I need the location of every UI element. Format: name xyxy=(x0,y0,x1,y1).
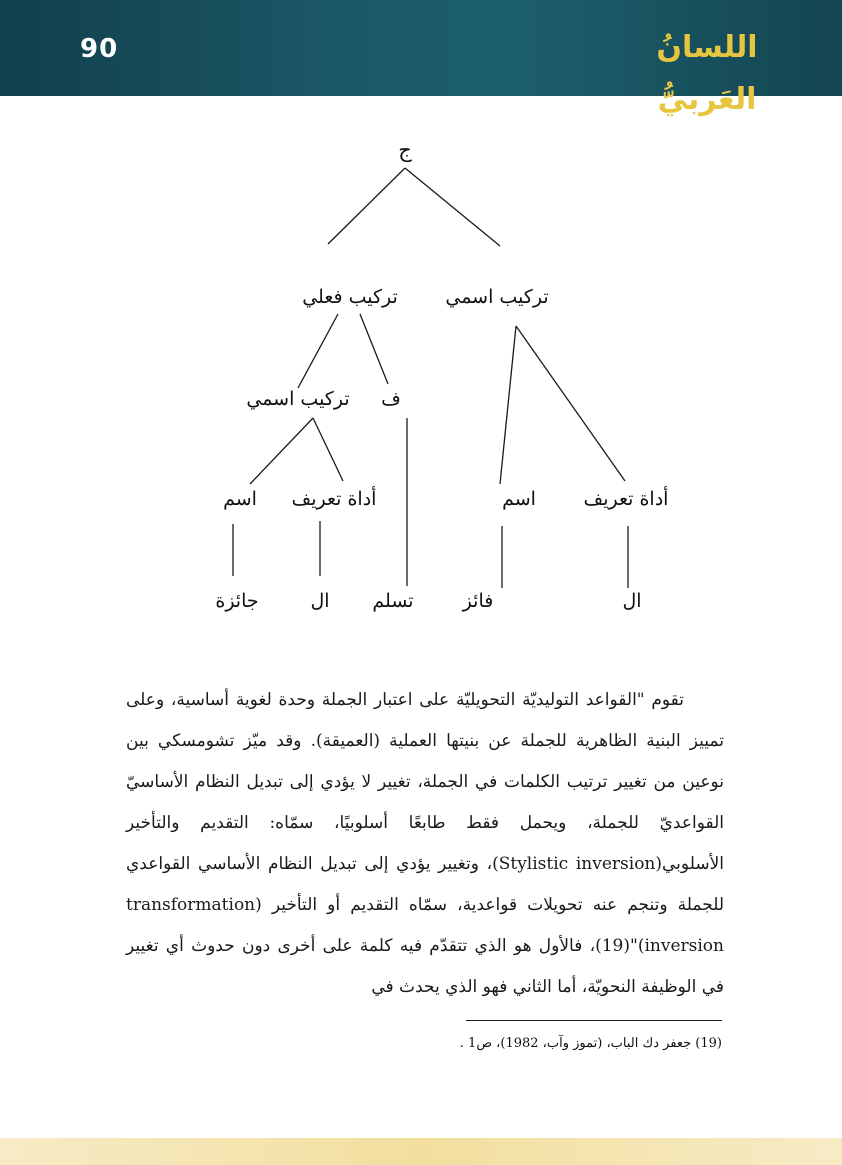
tree-node-nominal-phrase: تركيب اسمي xyxy=(445,286,549,308)
tree-node-verbal-phrase: تركيب فعلي xyxy=(302,286,398,308)
footer-band xyxy=(0,1138,842,1165)
page-number: 90 xyxy=(80,34,119,64)
tree-node-determiner-left: أداة تعريف xyxy=(291,488,377,510)
tree-leaf-prize: جائزة xyxy=(215,590,259,612)
page-header xyxy=(0,0,842,117)
journal-logo: اللسانُ العَربيُّ xyxy=(656,30,758,117)
footnote: (19) جعفر دك الباب، (تموز وآب، 1982)، ص1 . xyxy=(459,1036,722,1051)
footnote-divider xyxy=(466,1020,722,1021)
edge-root-right xyxy=(405,168,500,246)
edge-np-right-det xyxy=(516,326,625,481)
tree-node-noun-right: اسم xyxy=(502,488,536,510)
tree-leaf-winner: فائز xyxy=(462,590,494,612)
tree-leaf-received: تسلم xyxy=(372,590,414,612)
edge-vp-np xyxy=(298,314,338,388)
edge-root-left xyxy=(328,168,405,244)
edge-np-inner-det xyxy=(313,418,343,481)
tree-node-noun-left: اسم xyxy=(223,488,257,510)
tree-node-verb: ف xyxy=(381,388,401,410)
edge-np-inner-noun xyxy=(250,418,313,484)
tree-leaf-al-right: ال xyxy=(622,590,642,612)
body-paragraph: تقوم "القواعد التوليديّة التحويليّة على اعتبار الجملة وحدة لغوية أساسية، وعلى تمييز البنية الظاهرية للجملة عن بنيتها العملية (العميقة). وقد ميّز تشومسكي بين نوعين من تغيير ترتيب الكلمات في الجملة، تغيير لا يؤدي إلى تبديل النظام الأساسيّ القواعديّ للجملة، ويحمل فقط طابعًا أسلوبيًا، سمّاه: التقديم والتأخير الأسلوبي(Stylistic inversion)، وتغيير يؤدي إلى تبديل النظام الأساسي القواعدي للجملة وتنجم عنه تحويلات قواعدية، سمّاه التقديم أو التأخير (transformation inversion)"(19)، فالأول هو الذي تتقدّم فيه كلمة على أخرى دون حدوث أي تغيير في الوظيفة النحويّة، أما الثاني فهو الذي يحدث في xyxy=(126,690,724,997)
tree-node-nominal-phrase-inner: تركيب اسمي xyxy=(246,388,350,410)
tree-node-determiner-right: أداة تعريف xyxy=(583,488,669,510)
edge-np-right-noun xyxy=(500,326,516,484)
body-text xyxy=(126,680,724,1008)
syntax-tree-lines xyxy=(0,96,842,656)
syntax-tree xyxy=(0,96,842,656)
tree-leaf-al-left: ال xyxy=(310,590,330,612)
tree-node-root: ج xyxy=(398,138,412,162)
edge-vp-verb xyxy=(360,314,388,384)
